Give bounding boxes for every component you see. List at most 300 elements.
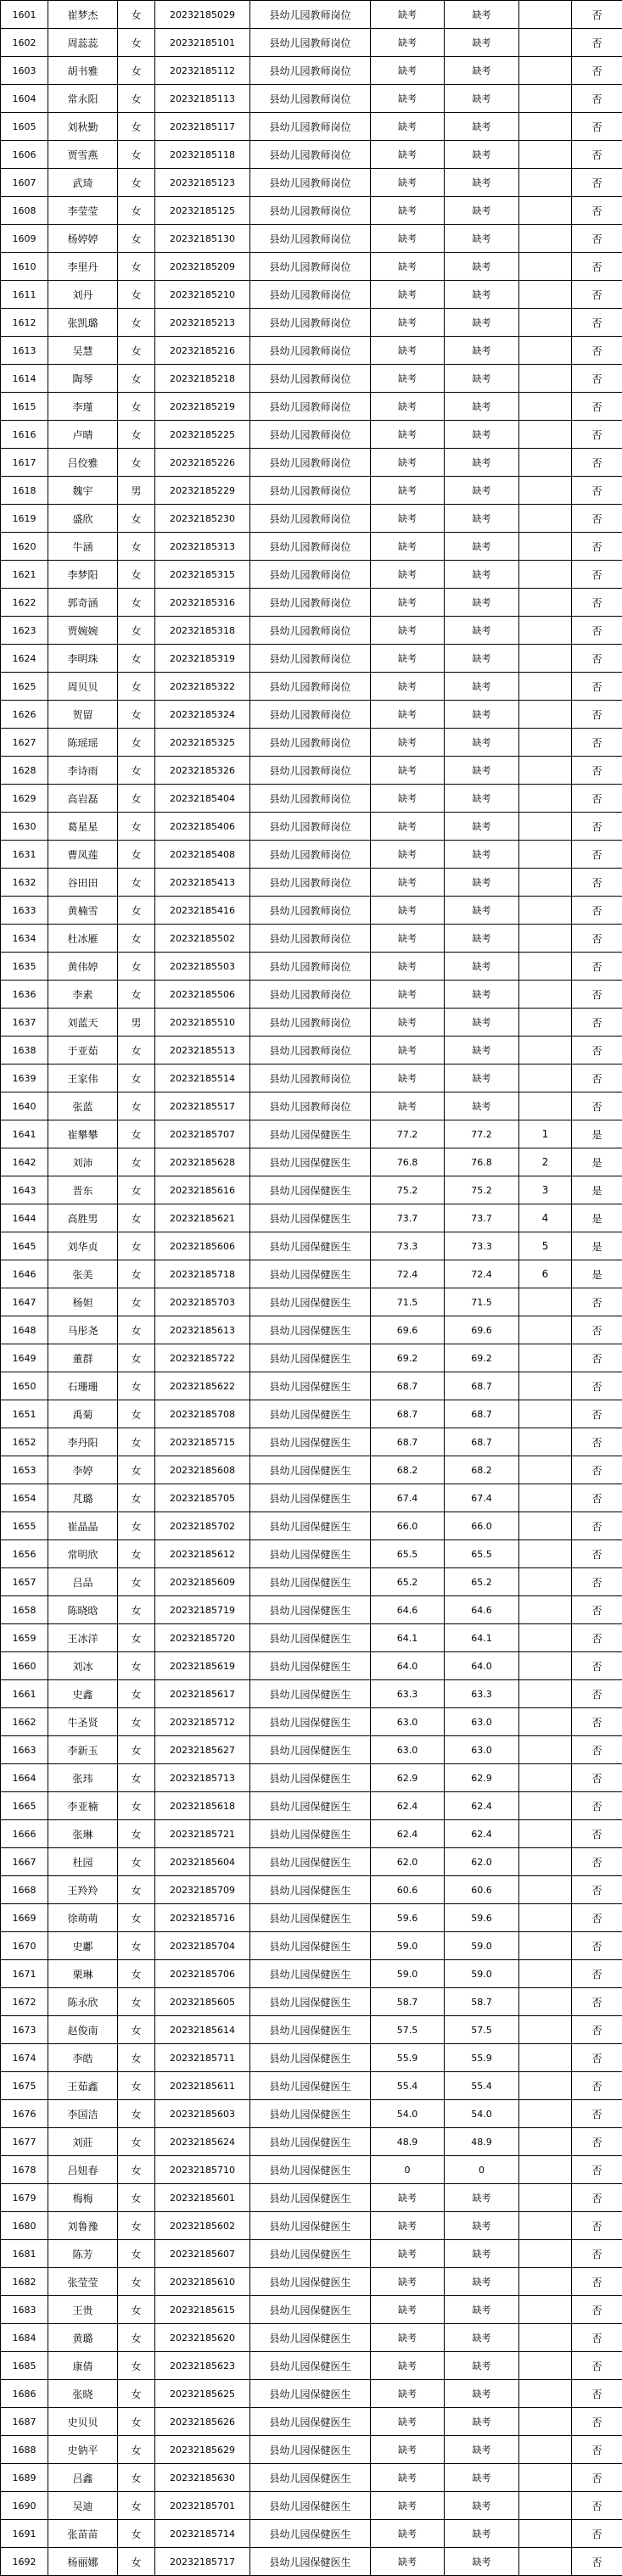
seq-cell: 1651: [1, 1400, 48, 1428]
total-score-cell: 缺考: [445, 2240, 519, 2268]
gender-cell: 女: [118, 1037, 155, 1064]
shortlist-cell: 否: [572, 2324, 622, 2352]
gender-cell: 女: [118, 2100, 155, 2128]
gender-cell: 女: [118, 1512, 155, 1540]
score-cell: 66.0: [371, 1512, 445, 1540]
name-cell: 李瑾: [48, 393, 118, 421]
exam-id-cell: 20232185609: [155, 1568, 250, 1596]
gender-cell: 女: [118, 225, 155, 253]
exam-id-cell: 20232185705: [155, 1484, 250, 1512]
rank-cell: [519, 197, 572, 225]
position-cell: 县幼儿园保健医生: [250, 1288, 371, 1316]
total-score-cell: 缺考: [445, 841, 519, 869]
exam-id-cell: 20232185711: [155, 2044, 250, 2072]
total-score-cell: 63.0: [445, 1736, 519, 1764]
seq-cell: 1660: [1, 1652, 48, 1680]
shortlist-cell: 否: [572, 2128, 622, 2156]
position-cell: 县幼儿园教师岗位: [250, 701, 371, 729]
exam-id-cell: 20232185514: [155, 1064, 250, 1092]
position-cell: 县幼儿园教师岗位: [250, 953, 371, 981]
score-cell: 71.5: [371, 1288, 445, 1316]
rank-cell: [519, 757, 572, 785]
total-score-cell: 缺考: [445, 1064, 519, 1092]
score-cell: 缺考: [371, 533, 445, 561]
exam-id-cell: 20232185704: [155, 1932, 250, 1960]
seq-cell: 1639: [1, 1064, 48, 1092]
total-score-cell: 缺考: [445, 2296, 519, 2324]
exam-id-cell: 20232185230: [155, 505, 250, 533]
table-row: [1, 1988, 622, 2016]
gender-cell: 女: [118, 701, 155, 729]
gender-cell: 女: [118, 2520, 155, 2548]
score-cell: 57.5: [371, 2016, 445, 2044]
shortlist-cell: 否: [572, 1876, 622, 1904]
total-score-cell: 62.4: [445, 1820, 519, 1848]
score-cell: 68.7: [371, 1428, 445, 1456]
position-cell: 县幼儿园保健医生: [250, 2100, 371, 2128]
rank-cell: [519, 897, 572, 925]
position-cell: 县幼儿园教师岗位: [250, 757, 371, 785]
gender-cell: 女: [118, 1904, 155, 1932]
shortlist-cell: 否: [572, 225, 622, 253]
seq-cell: 1614: [1, 365, 48, 393]
shortlist-cell: 是: [572, 1176, 622, 1204]
total-score-cell: 缺考: [445, 953, 519, 981]
table-row: [1, 2464, 622, 2492]
total-score-cell: 缺考: [445, 981, 519, 1009]
name-cell: 张美: [48, 1260, 118, 1288]
seq-cell: 1665: [1, 1792, 48, 1820]
shortlist-cell: 否: [572, 197, 622, 225]
seq-cell: 1610: [1, 253, 48, 281]
shortlist-cell: 否: [572, 1, 622, 29]
score-cell: 48.9: [371, 2128, 445, 2156]
total-score-cell: 缺考: [445, 2324, 519, 2352]
rank-cell: [519, 1316, 572, 1344]
name-cell: 吕妞春: [48, 2156, 118, 2184]
rank-cell: 3: [519, 1176, 572, 1204]
name-cell: 崔梦杰: [48, 1, 118, 29]
position-cell: 县幼儿园保健医生: [250, 1372, 371, 1400]
table-row: [1, 1736, 622, 1764]
name-cell: 卢晴: [48, 421, 118, 449]
rank-cell: [519, 925, 572, 953]
exam-id-cell: 20232185517: [155, 1092, 250, 1120]
position-cell: 县幼儿园教师岗位: [250, 85, 371, 113]
gender-cell: 女: [118, 2016, 155, 2044]
total-score-cell: 63.0: [445, 1708, 519, 1736]
position-cell: 县幼儿园保健医生: [250, 2408, 371, 2436]
exam-id-cell: 20232185629: [155, 2436, 250, 2464]
seq-cell: 1677: [1, 2128, 48, 2156]
name-cell: 谷田田: [48, 869, 118, 897]
seq-cell: 1672: [1, 1988, 48, 2016]
rank-cell: [519, 2156, 572, 2184]
gender-cell: 女: [118, 617, 155, 645]
rank-cell: 5: [519, 1232, 572, 1260]
seq-cell: 1690: [1, 2492, 48, 2520]
gender-cell: 女: [118, 785, 155, 813]
gender-cell: 男: [118, 1009, 155, 1037]
score-cell: 缺考: [371, 225, 445, 253]
seq-cell: 1675: [1, 2072, 48, 2100]
name-cell: 张晓: [48, 2380, 118, 2408]
seq-cell: 1628: [1, 757, 48, 785]
rank-cell: [519, 29, 572, 57]
table-row: [1, 1400, 622, 1428]
score-cell: 缺考: [371, 617, 445, 645]
exam-id-cell: 20232185324: [155, 701, 250, 729]
exam-id-cell: 20232185626: [155, 2408, 250, 2436]
total-score-cell: 缺考: [445, 2212, 519, 2240]
name-cell: 徐萌萌: [48, 1904, 118, 1932]
total-score-cell: 59.0: [445, 1960, 519, 1988]
exam-id-cell: 20232185712: [155, 1708, 250, 1736]
total-score-cell: 55.4: [445, 2072, 519, 2100]
total-score-cell: 缺考: [445, 2548, 519, 2576]
table-row: [1, 617, 622, 645]
table-row: [1, 1680, 622, 1708]
shortlist-cell: 否: [572, 2072, 622, 2100]
shortlist-cell: 否: [572, 309, 622, 337]
score-cell: 62.0: [371, 1848, 445, 1876]
seq-cell: 1603: [1, 57, 48, 85]
table-row: [1, 1344, 622, 1372]
total-score-cell: 缺考: [445, 2464, 519, 2492]
seq-cell: 1613: [1, 337, 48, 365]
table-row: [1, 1540, 622, 1568]
shortlist-cell: 是: [572, 1148, 622, 1176]
shortlist-cell: 否: [572, 2240, 622, 2268]
seq-cell: 1645: [1, 1232, 48, 1260]
total-score-cell: 58.7: [445, 1988, 519, 2016]
position-cell: 县幼儿园教师岗位: [250, 169, 371, 197]
name-cell: 刘冰: [48, 1652, 118, 1680]
total-score-cell: 48.9: [445, 2128, 519, 2156]
table-row: [1, 1652, 622, 1680]
score-cell: 缺考: [371, 477, 445, 505]
seq-cell: 1620: [1, 533, 48, 561]
score-cell: 68.7: [371, 1400, 445, 1428]
score-cell: 64.1: [371, 1624, 445, 1652]
exam-id-cell: 20232185219: [155, 393, 250, 421]
exam-id-cell: 20232185101: [155, 29, 250, 57]
gender-cell: 女: [118, 2044, 155, 2072]
name-cell: 曹凤莲: [48, 841, 118, 869]
table-row: [1, 2184, 622, 2212]
score-cell: 缺考: [371, 645, 445, 673]
table-row: [1, 1456, 622, 1484]
position-cell: 县幼儿园保健医生: [250, 1176, 371, 1204]
table-row: [1, 2156, 622, 2184]
shortlist-cell: 否: [572, 2184, 622, 2212]
score-cell: 缺考: [371, 1064, 445, 1092]
seq-cell: 1626: [1, 701, 48, 729]
rank-cell: [519, 2296, 572, 2324]
exam-id-cell: 20232185209: [155, 253, 250, 281]
table-row: [1, 1596, 622, 1624]
table-row: [1, 29, 622, 57]
table-row: [1, 169, 622, 197]
name-cell: 禹菊: [48, 1400, 118, 1428]
table-row: [1, 2548, 622, 2576]
exam-id-cell: 20232185503: [155, 953, 250, 981]
shortlist-cell: 否: [572, 897, 622, 925]
shortlist-cell: 否: [572, 113, 622, 141]
rank-cell: [519, 309, 572, 337]
position-cell: 县幼儿园保健医生: [250, 1204, 371, 1232]
score-cell: 64.0: [371, 1652, 445, 1680]
score-cell: 76.8: [371, 1148, 445, 1176]
score-cell: 缺考: [371, 2436, 445, 2464]
total-score-cell: 缺考: [445, 925, 519, 953]
position-cell: 县幼儿园保健医生: [250, 1764, 371, 1792]
table-row: [1, 785, 622, 813]
total-score-cell: 66.0: [445, 1512, 519, 1540]
total-score-cell: 67.4: [445, 1484, 519, 1512]
total-score-cell: 缺考: [445, 813, 519, 841]
position-cell: 县幼儿园教师岗位: [250, 449, 371, 477]
seq-cell: 1692: [1, 2548, 48, 2576]
total-score-cell: 缺考: [445, 869, 519, 897]
score-cell: 缺考: [371, 841, 445, 869]
seq-cell: 1633: [1, 897, 48, 925]
score-cell: 缺考: [371, 897, 445, 925]
name-cell: 张苗苗: [48, 2520, 118, 2548]
exam-id-cell: 20232185506: [155, 981, 250, 1009]
exam-id-cell: 20232185315: [155, 561, 250, 589]
name-cell: 王羚羚: [48, 1876, 118, 1904]
seq-cell: 1673: [1, 2016, 48, 2044]
score-cell: 69.2: [371, 1344, 445, 1372]
shortlist-cell: 否: [572, 673, 622, 701]
shortlist-cell: 否: [572, 337, 622, 365]
shortlist-cell: 否: [572, 813, 622, 841]
score-cell: 缺考: [371, 169, 445, 197]
position-cell: 县幼儿园保健医生: [250, 1512, 371, 1540]
gender-cell: 女: [118, 1, 155, 29]
table-row: [1, 897, 622, 925]
total-score-cell: 65.5: [445, 1540, 519, 1568]
seq-cell: 1625: [1, 673, 48, 701]
exam-id-cell: 20232185601: [155, 2184, 250, 2212]
seq-cell: 1611: [1, 281, 48, 309]
score-cell: 缺考: [371, 2464, 445, 2492]
score-cell: 55.4: [371, 2072, 445, 2100]
gender-cell: 女: [118, 393, 155, 421]
shortlist-cell: 否: [572, 533, 622, 561]
score-cell: 72.4: [371, 1260, 445, 1288]
seq-cell: 1629: [1, 785, 48, 813]
score-cell: 59.6: [371, 1904, 445, 1932]
position-cell: 县幼儿园教师岗位: [250, 533, 371, 561]
gender-cell: 女: [118, 1960, 155, 1988]
score-cell: 缺考: [371, 925, 445, 953]
gender-cell: 女: [118, 1120, 155, 1148]
table-row: [1, 729, 622, 757]
shortlist-cell: 否: [572, 1456, 622, 1484]
seq-cell: 1605: [1, 113, 48, 141]
position-cell: 县幼儿园教师岗位: [250, 477, 371, 505]
exam-id-cell: 20232185619: [155, 1652, 250, 1680]
rank-cell: [519, 2044, 572, 2072]
score-cell: 73.7: [371, 1204, 445, 1232]
rank-cell: [519, 589, 572, 617]
total-score-cell: 64.0: [445, 1652, 519, 1680]
total-score-cell: 缺考: [445, 309, 519, 337]
gender-cell: 女: [118, 1372, 155, 1400]
shortlist-cell: 否: [572, 1736, 622, 1764]
position-cell: 县幼儿园保健医生: [250, 1820, 371, 1848]
table-row: [1, 1, 622, 29]
exam-id-cell: 20232185226: [155, 449, 250, 477]
name-cell: 贾雪燕: [48, 141, 118, 169]
shortlist-cell: 否: [572, 2156, 622, 2184]
rank-cell: [519, 1988, 572, 2016]
position-cell: 县幼儿园教师岗位: [250, 113, 371, 141]
name-cell: 李婷: [48, 1456, 118, 1484]
position-cell: 县幼儿园教师岗位: [250, 197, 371, 225]
name-cell: 史贝贝: [48, 2408, 118, 2436]
total-score-cell: 缺考: [445, 785, 519, 813]
position-cell: 县幼儿园教师岗位: [250, 29, 371, 57]
exam-id-cell: 20232185616: [155, 1176, 250, 1204]
score-cell: 缺考: [371, 2212, 445, 2240]
score-cell: 缺考: [371, 561, 445, 589]
seq-cell: 1619: [1, 505, 48, 533]
table-row: [1, 2408, 622, 2436]
gender-cell: 女: [118, 2436, 155, 2464]
total-score-cell: 缺考: [445, 85, 519, 113]
table-row: [1, 589, 622, 617]
seq-cell: 1648: [1, 1316, 48, 1344]
position-cell: 县幼儿园教师岗位: [250, 1092, 371, 1120]
rank-cell: [519, 701, 572, 729]
exam-id-cell: 20232185029: [155, 1, 250, 29]
position-cell: 县幼儿园保健医生: [250, 1568, 371, 1596]
exam-id-cell: 20232185703: [155, 1288, 250, 1316]
gender-cell: 女: [118, 869, 155, 897]
name-cell: 陈永欣: [48, 1988, 118, 2016]
seq-cell: 1609: [1, 225, 48, 253]
table-row: [1, 1428, 622, 1456]
seq-cell: 1643: [1, 1176, 48, 1204]
exam-id-cell: 20232185326: [155, 757, 250, 785]
seq-cell: 1666: [1, 1820, 48, 1848]
position-cell: 县幼儿园保健医生: [250, 1960, 371, 1988]
shortlist-cell: 否: [572, 869, 622, 897]
gender-cell: 女: [118, 841, 155, 869]
score-cell: 69.6: [371, 1316, 445, 1344]
exam-id-cell: 20232185628: [155, 1148, 250, 1176]
rank-cell: [519, 1764, 572, 1792]
table-row: [1, 1148, 622, 1176]
position-cell: 县幼儿园教师岗位: [250, 561, 371, 589]
exam-id-cell: 20232185624: [155, 2128, 250, 2156]
gender-cell: 女: [118, 729, 155, 757]
rank-cell: [519, 1484, 572, 1512]
score-cell: 0: [371, 2156, 445, 2184]
name-cell: 李新玉: [48, 1736, 118, 1764]
table-row: [1, 113, 622, 141]
total-score-cell: 68.7: [445, 1428, 519, 1456]
score-cell: 62.4: [371, 1820, 445, 1848]
gender-cell: 女: [118, 2156, 155, 2184]
score-cell: 缺考: [371, 2184, 445, 2212]
position-cell: 县幼儿园教师岗位: [250, 589, 371, 617]
name-cell: 王茹鑫: [48, 2072, 118, 2100]
score-cell: 缺考: [371, 365, 445, 393]
gender-cell: 女: [118, 2492, 155, 2520]
shortlist-cell: 否: [572, 1624, 622, 1652]
table-row: [1, 2212, 622, 2240]
score-cell: 缺考: [371, 2548, 445, 2576]
total-score-cell: 缺考: [445, 757, 519, 785]
gender-cell: 女: [118, 1848, 155, 1876]
total-score-cell: 缺考: [445, 141, 519, 169]
exam-id-cell: 20232185413: [155, 869, 250, 897]
table-row: [1, 2492, 622, 2520]
table-row: [1, 841, 622, 869]
name-cell: 杜园: [48, 1848, 118, 1876]
total-score-cell: 62.4: [445, 1792, 519, 1820]
position-cell: 县幼儿园保健医生: [250, 1624, 371, 1652]
exam-id-cell: 20232185707: [155, 1120, 250, 1148]
shortlist-cell: 否: [572, 1820, 622, 1848]
score-cell: 缺考: [371, 981, 445, 1009]
rank-cell: [519, 1652, 572, 1680]
table-row: [1, 2044, 622, 2072]
name-cell: 黄楠雪: [48, 897, 118, 925]
total-score-cell: 68.2: [445, 1456, 519, 1484]
shortlist-cell: 否: [572, 1596, 622, 1624]
gender-cell: 女: [118, 645, 155, 673]
table-row: [1, 1932, 622, 1960]
gender-cell: 女: [118, 925, 155, 953]
seq-cell: 1644: [1, 1204, 48, 1232]
seq-cell: 1607: [1, 169, 48, 197]
table-row: [1, 981, 622, 1009]
table-row: [1, 1064, 622, 1092]
total-score-cell: 缺考: [445, 1009, 519, 1037]
exam-id-cell: 20232185218: [155, 365, 250, 393]
shortlist-cell: 否: [572, 1484, 622, 1512]
exam-id-cell: 20232185404: [155, 785, 250, 813]
rank-cell: [519, 1736, 572, 1764]
name-cell: 周蕊蕊: [48, 29, 118, 57]
score-cell: 59.0: [371, 1932, 445, 1960]
name-cell: 李皓: [48, 2044, 118, 2072]
rank-cell: [519, 1680, 572, 1708]
table-row: [1, 1512, 622, 1540]
gender-cell: 女: [118, 981, 155, 1009]
gender-cell: 女: [118, 1092, 155, 1120]
seq-cell: 1621: [1, 561, 48, 589]
seq-cell: 1622: [1, 589, 48, 617]
position-cell: 县幼儿园保健医生: [250, 2156, 371, 2184]
total-score-cell: 缺考: [445, 2352, 519, 2380]
table-row: [1, 645, 622, 673]
exam-id-cell: 20232185621: [155, 1204, 250, 1232]
table-row: [1, 1204, 622, 1232]
total-score-cell: 缺考: [445, 337, 519, 365]
rank-cell: [519, 2352, 572, 2380]
total-score-cell: 0: [445, 2156, 519, 2184]
rank-cell: 6: [519, 1260, 572, 1288]
name-cell: 牛圣贤: [48, 1708, 118, 1736]
gender-cell: 女: [118, 253, 155, 281]
name-cell: 刘秋勤: [48, 113, 118, 141]
